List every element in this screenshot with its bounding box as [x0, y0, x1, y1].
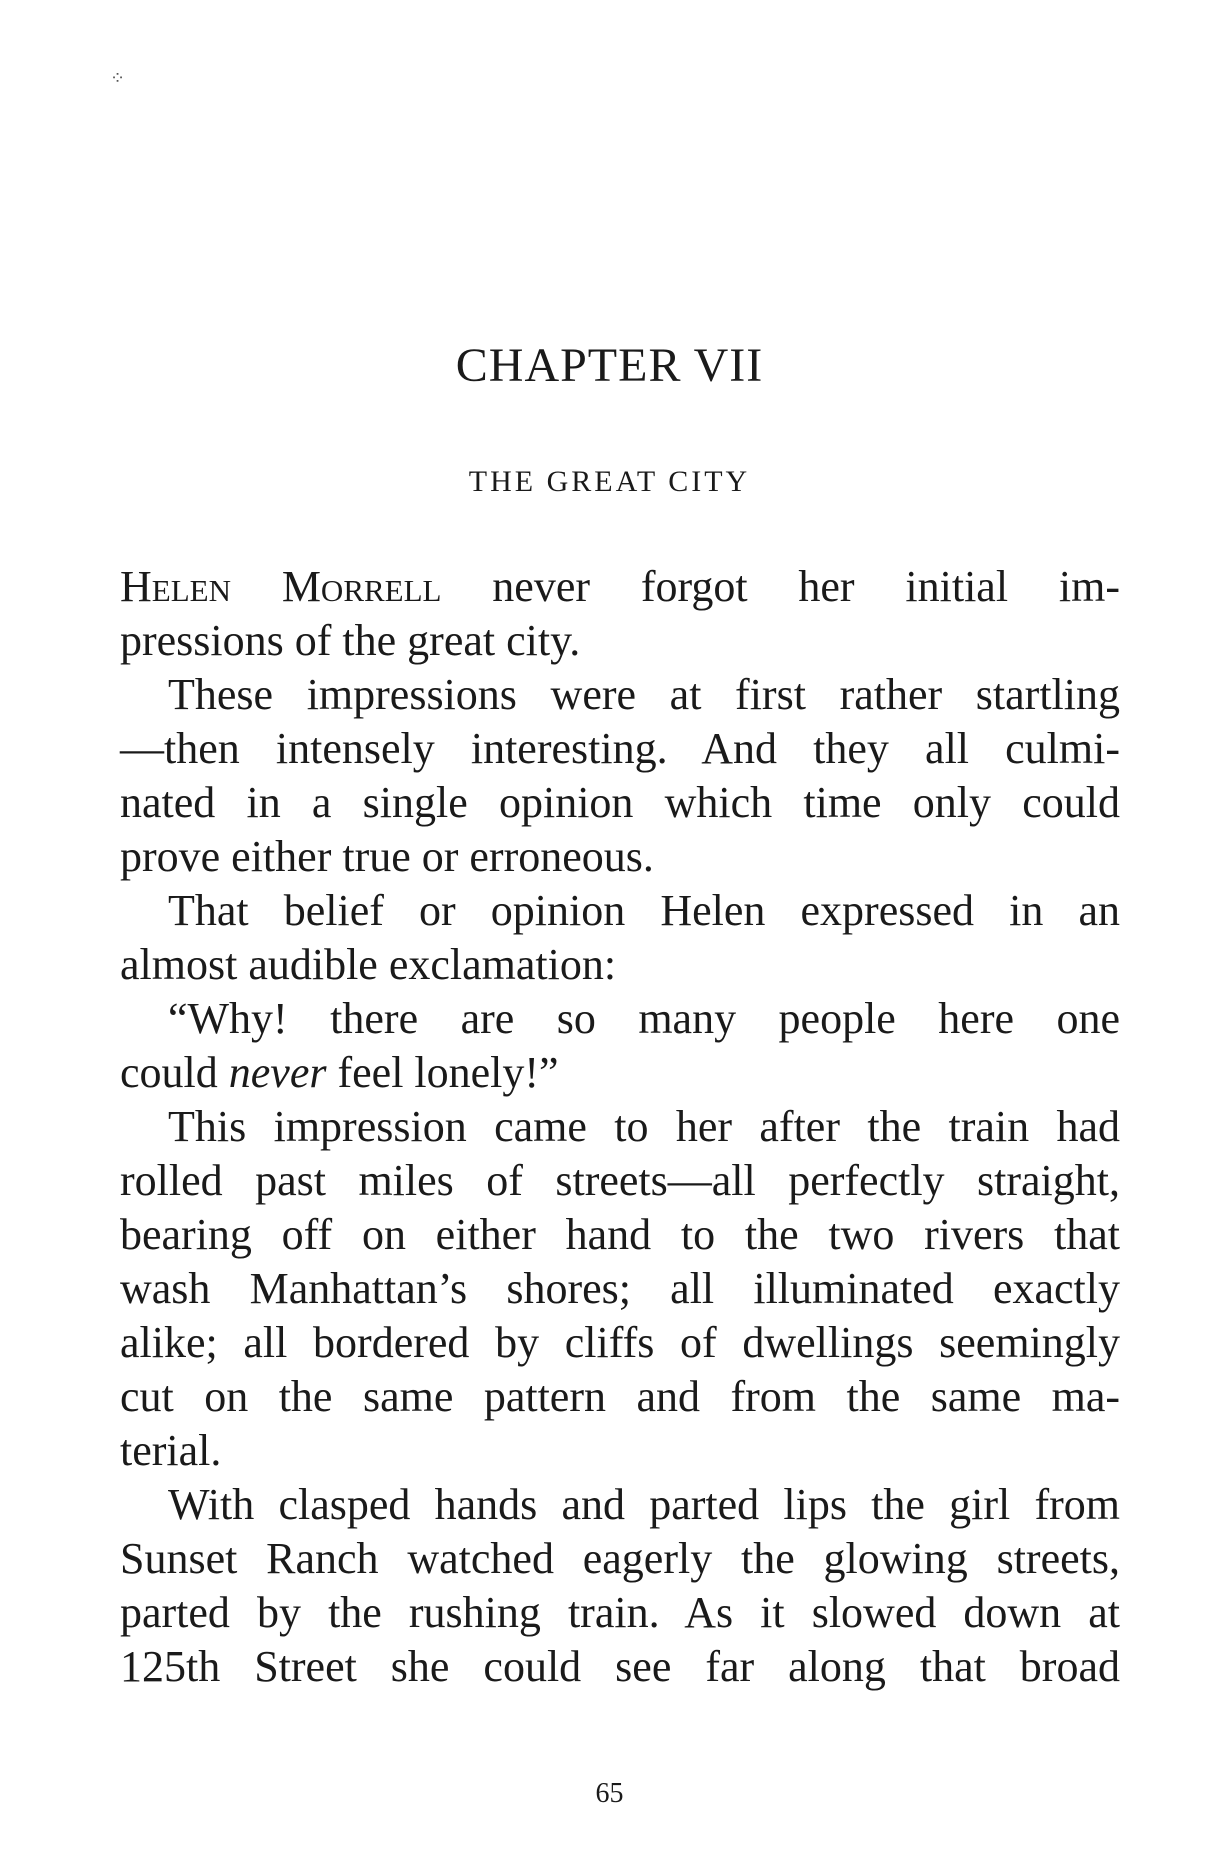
text-line-8: almost audible exclamation: [120, 940, 617, 989]
text-line-3: These impressions were at first rather startling [168, 670, 1120, 719]
text-line-13: bearing off on either hand to the two rivers that [120, 1210, 1120, 1259]
opening-name-first: Helen [120, 562, 231, 611]
text-line-11: This impression came to her after the train had [168, 1102, 1120, 1151]
text-line-16: cut on the same pattern and from the same ma- [120, 1372, 1120, 1421]
text-line-5: nated in a single opinion which time only could [120, 778, 1120, 827]
text-line-19: Sunset Ranch watched eagerly the glowing streets, [120, 1534, 1120, 1583]
line-10-post: feel lonely!” [326, 1048, 559, 1097]
text-line-1 [120, 560, 1120, 614]
text-line-7: That belief or opinion Helen expressed in an [168, 886, 1120, 935]
line-10-pre: could [120, 1048, 229, 1097]
text-line-2: pressions of the great city. [120, 616, 581, 665]
text-line-10 [120, 1046, 1120, 1100]
chapter-body [120, 560, 1120, 1694]
text-line-15: alike; all bordered by cliffs of dwellings seemingly [120, 1318, 1120, 1367]
chapter-title: THE GREAT CITY [468, 465, 751, 498]
chapter-number: CHAPTER VII [455, 339, 764, 392]
text-line-17: terial. [120, 1426, 222, 1475]
page-specks: ⁘ [110, 68, 128, 89]
text-line-14: wash Manhattan’s shores; all illuminated exactly [120, 1264, 1120, 1313]
emphasized-word: never [228, 1048, 327, 1097]
text-line-4: —then intensely interesting. And they all culmi- [120, 724, 1120, 773]
text-line-20: parted by the rushing train. As it slowed down at [120, 1588, 1120, 1637]
text-line-12: rolled past miles of streets—all perfectly straight, [120, 1156, 1120, 1205]
opening-name-last: Morrell [281, 562, 442, 611]
text-line-9: “Why! there are so many people here one [168, 994, 1120, 1043]
text-line-18: With clasped hands and parted lips the girl from [168, 1480, 1120, 1529]
page-number: 65 [595, 1778, 624, 1809]
text-line-6: prove either true or erroneous. [120, 832, 654, 881]
opening-line-rest: never forgot her initial im- [441, 562, 1120, 611]
text-line-21: 125th Street she could see far along that broad [120, 1642, 1120, 1691]
